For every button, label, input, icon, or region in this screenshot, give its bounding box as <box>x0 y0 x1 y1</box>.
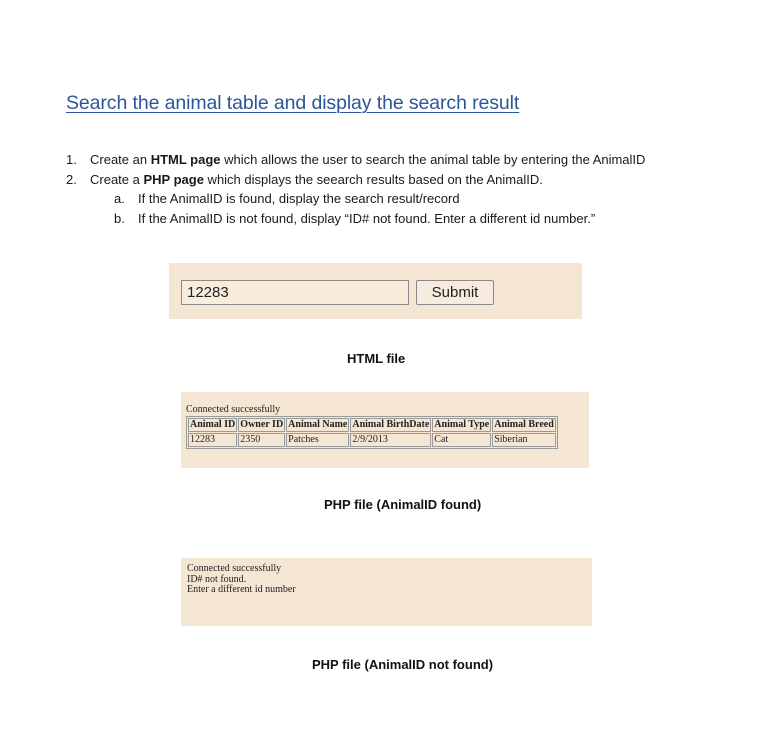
result-table <box>186 416 558 449</box>
notfound-output <box>187 564 296 596</box>
step-text-bold: HTML page <box>150 152 221 167</box>
page-title: Search the animal table and display the search result <box>66 92 520 114</box>
instruction-step-1 <box>66 150 645 170</box>
connection-status: Connected successfully <box>186 404 281 415</box>
table-cell: Cat <box>432 433 491 447</box>
retry-message: Enter a different id number <box>187 584 296 595</box>
column-header: Animal Name <box>288 419 348 430</box>
table-cell: 2/9/2013 <box>350 433 431 447</box>
submit-button[interactable]: Submit <box>416 280 494 305</box>
column-header: Animal Type <box>434 419 490 430</box>
connection-status: Connected successfully <box>187 563 282 574</box>
step-text-post: which displays the seearch results based on the AnimalID. <box>203 171 543 187</box>
substep-text: If the AnimalID is found, display the search result/record <box>138 191 460 206</box>
substep-letter: b. <box>114 210 125 226</box>
not-found-message: ID# not found. <box>187 573 247 585</box>
column-header: Animal ID <box>190 419 236 430</box>
html-form-screenshot <box>169 263 582 319</box>
html-file-caption: HTML file <box>347 351 406 366</box>
php-found-screenshot <box>181 392 589 468</box>
step-text-pre: Create an <box>90 152 151 167</box>
table-cell: Siberian <box>492 433 556 447</box>
step-text-pre: Create a <box>90 171 144 187</box>
substep-letter: a. <box>114 191 125 206</box>
table-cell: 12283 <box>188 433 237 447</box>
column-header: Animal Breed <box>494 419 554 430</box>
column-header: Owner ID <box>240 419 284 430</box>
table-cell: Patches <box>286 433 349 447</box>
php-notfound-screenshot <box>181 558 592 626</box>
step-number: 2. <box>66 171 77 187</box>
php-found-caption: PHP file (AnimalID found) <box>324 497 482 512</box>
php-notfound-caption: PHP file (AnimalID not found) <box>312 657 494 672</box>
instruction-list <box>66 150 645 228</box>
instruction-substep-a <box>66 189 645 209</box>
step-text-bold: PHP page <box>143 171 204 187</box>
instruction-substep-b <box>66 209 645 229</box>
instruction-step-2 <box>66 170 645 190</box>
substep-text: If the AnimalID is not found, display “ID# not found. Enter a different id number.” <box>138 210 596 226</box>
table-cell: 2350 <box>238 433 285 447</box>
table-header-row <box>188 418 556 432</box>
animal-id-input[interactable] <box>181 280 409 305</box>
step-text-post: which allows the user to search the animal table by entering the AnimalID <box>220 152 646 167</box>
column-header: Animal BirthDate <box>352 419 430 430</box>
step-number: 1. <box>66 152 77 167</box>
table-row <box>188 433 556 447</box>
